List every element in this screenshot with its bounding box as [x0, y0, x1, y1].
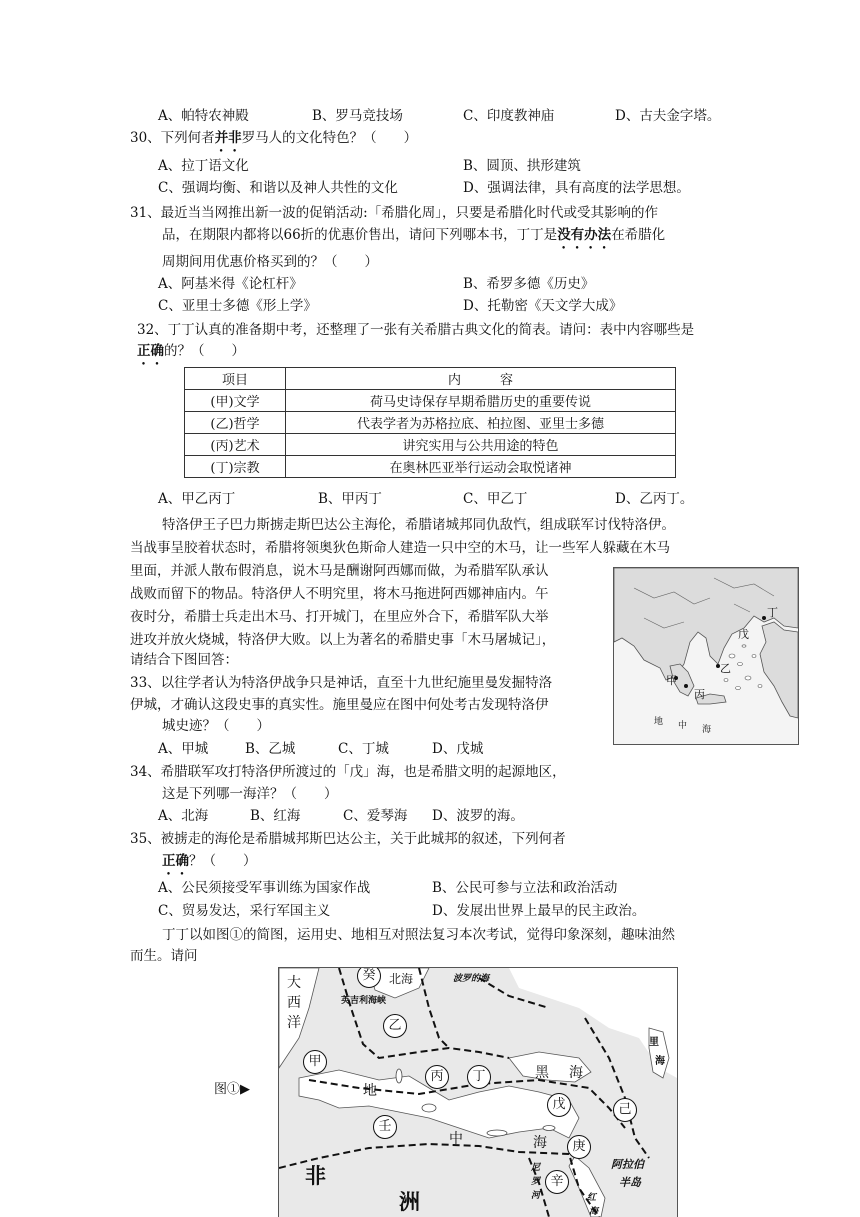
- passage-line: 进攻并放火烧城，特洛伊大败。以上为著名的希腊史事「木马屠城记」，: [130, 632, 556, 648]
- q33-option-c: C、丁城: [338, 741, 389, 757]
- map2-label-black-sea: 海: [569, 1065, 583, 1081]
- q31-option-c: C、亚里士多德《形上学》: [158, 298, 317, 314]
- table-cell: 代表学者为苏格拉底、柏拉图、亚里士多德: [286, 412, 676, 434]
- q34-option-b: B、红海: [250, 808, 301, 824]
- passage-line: 当战事呈胶着状态时，希腊将领奥狄色斯命人建造一只中空的木马，让一些军人躲藏在木马: [130, 540, 670, 556]
- passage-line: 里面，并派人散布假消息，说木马是酬谢阿西娜而做，为希腊军队承认: [130, 563, 549, 579]
- q33-option-d: D、戊城: [432, 741, 484, 757]
- table-header-cell: 项目: [185, 368, 286, 390]
- culture-table: [184, 367, 676, 478]
- map2-circle-xin: 辛: [545, 1170, 569, 1194]
- q32-option-c: C、甲乙丁: [463, 491, 528, 507]
- map2-circle-ding: 丁: [467, 1065, 491, 1089]
- figure-label: 图①▶: [214, 1082, 250, 1097]
- map2-label-nile: 河: [531, 1191, 541, 1201]
- map2-label-caspian: 海: [655, 1056, 665, 1067]
- q33-option-a: A、甲城: [158, 741, 209, 757]
- q35-option-d: D、发展出世界上最早的民主政治。: [432, 903, 646, 919]
- map2-label-med: 地: [363, 1083, 377, 1099]
- passage-line: 特洛伊王子巴力斯掳走斯巴达公主海伦，希腊诸城邦同仇敌忾，组成联军讨伐特洛伊。: [162, 517, 675, 533]
- map1-label-yi: 乙: [720, 662, 731, 675]
- map2-label-nile: 尼: [531, 1163, 541, 1173]
- table-row: [185, 434, 676, 456]
- map2-label-red-sea: 红: [587, 1193, 597, 1203]
- europe-map: [278, 967, 678, 1217]
- q32-option-d: D、乙丙丁。: [615, 491, 694, 507]
- table-row: [185, 456, 676, 478]
- q34-option-a: A、北海: [158, 808, 209, 824]
- q31-line-2: 品，在期限内都将以66折的优惠价售出，请问下列哪本书，丁丁是没有办法在希腊化: [162, 227, 666, 243]
- q29-option-a: A、帕特农神殿: [158, 108, 249, 124]
- table-cell: (丙)艺术: [185, 434, 286, 456]
- q30-question: 30、下列何者并非罗马人的文化特色？（ ）: [130, 130, 418, 146]
- map2-label-med: 海: [533, 1135, 547, 1151]
- map2-label-atlantic: 西: [287, 995, 301, 1011]
- map2-label-arabia: 半岛: [619, 1176, 641, 1189]
- q33-line-1: 33、以往学者认为特洛伊战争只是神话，直至十九世纪施里曼发掘特洛: [130, 675, 553, 691]
- q33-line-2: 伊城，才确认这段史事的真实性。施里曼应在图中何处考古发现特洛伊: [130, 697, 549, 713]
- europe-map-drawing: [279, 968, 677, 1217]
- q33-option-b: B、乙城: [245, 741, 296, 757]
- map2-circle-wu: 戊: [547, 1093, 571, 1117]
- q32-option-a: A、甲乙丙丁: [158, 491, 236, 507]
- q31-option-b: B、希罗多德《历史》: [463, 276, 595, 292]
- passage-line: 夜时分，希腊士兵走出木马、打开城门，在里应外合下，希腊军队大举: [130, 609, 549, 625]
- table-cell: (丁)宗教: [185, 456, 286, 478]
- q30-option-b: B、圆顶、拱形建筑: [463, 158, 581, 174]
- q30-option-d: D、强调法律，具有高度的法学思想。: [463, 180, 690, 196]
- q31-option-d: D、托勒密《天文学大成》: [463, 298, 623, 314]
- table-cell: 讲究实用与公共用途的特色: [286, 434, 676, 456]
- q30-option-c: C、强调均衡、和谐以及神人共性的文化: [158, 180, 398, 196]
- map2-label-channel: 英吉利海峡: [341, 996, 387, 1006]
- q30-emphasis: 并非: [214, 130, 242, 146]
- q32-line-2: 正确的？（ ）: [137, 343, 245, 359]
- greece-map: [613, 567, 799, 745]
- map2-label-nile: 罗: [531, 1177, 541, 1187]
- map2-circle-bing: 丙: [425, 1065, 449, 1089]
- map1-label-jia: 甲: [666, 674, 677, 687]
- q35-option-a: A、公民须接受军事训练为国家作战: [158, 880, 371, 896]
- map2-circle-ji: 己: [613, 1098, 637, 1122]
- table-cell: 荷马史诗保存早期希腊历史的重要传说: [286, 390, 676, 412]
- map2-circle-yi: 乙: [383, 1014, 407, 1038]
- q35-emphasis: 正确: [162, 853, 189, 869]
- table-cell: (乙)哲学: [185, 412, 286, 434]
- table-cell: 在奥林匹亚举行运动会取悦诸神: [286, 456, 676, 478]
- map2-circle-gui: 癸: [357, 967, 381, 988]
- q34-line-1: 34、希腊联军攻打特洛伊所渡过的「戊」海，也是希腊文明的起源地区，: [130, 764, 566, 780]
- map2-label-arabia: 阿拉伯: [611, 1158, 644, 1171]
- table-row: [185, 390, 676, 412]
- table-header-cell: 内 容: [286, 368, 676, 390]
- greece-map-drawing: [614, 568, 798, 744]
- map2-label-baltic: 波罗的海: [453, 974, 490, 984]
- map2-label-atlantic: 大: [287, 975, 301, 991]
- map2-label-africa: 洲: [399, 1190, 420, 1214]
- map1-sea-label: 海: [702, 725, 712, 735]
- intro-line: 丁丁以如图①的简图，运用史、地相互对照法复习本次考试，觉得印象深刻，趣味油然: [162, 927, 675, 943]
- map1-label-bing: 丙: [694, 688, 705, 701]
- map1-label-wu: 戊: [738, 628, 749, 641]
- q31-line-3: 周期间用优惠价格买到的？（ ）: [162, 254, 378, 270]
- q30-option-a: A、拉丁语文化: [158, 158, 249, 174]
- q34-option-d: D、波罗的海。: [432, 808, 524, 824]
- map2-circle-jia: 甲: [303, 1050, 327, 1074]
- table-header-row: [185, 368, 676, 390]
- map2-circle-geng: 庚: [567, 1135, 591, 1159]
- q34-line-2: 这是下列哪一海洋？（ ）: [162, 786, 338, 802]
- q29-option-b: B、罗马竞技场: [312, 108, 403, 124]
- map2-label-africa: 非: [305, 1164, 326, 1188]
- passage-line: 请结合下图回答：: [130, 652, 238, 668]
- passage-line: 战败而留下的物品。特洛伊人不明究里，将木马拖进阿西娜神庙内。午: [130, 586, 549, 602]
- table-cell: (甲)文学: [185, 390, 286, 412]
- q31-line-1: 31、最近当当网推出新一波的促销活动:「希腊化周」，只要是希腊化时代或受其影响的作: [130, 205, 658, 221]
- q35-line-1: 35、被掳走的海伦是希腊城邦斯巴达公主，关于此城邦的叙述，下列何者: [130, 831, 566, 847]
- map2-label-atlantic: 洋: [287, 1015, 301, 1031]
- map2-label-red-sea: 海: [589, 1207, 599, 1217]
- q32-emphasis: 正确: [137, 343, 164, 359]
- q35-option-b: B、公民可参与立法和政治活动: [432, 880, 618, 896]
- q29-option-d: D、古夫金字塔。: [615, 108, 721, 124]
- q32-option-b: B、甲丙丁: [318, 491, 382, 507]
- q35-line-2: 正确？（ ）: [162, 853, 257, 869]
- q35-option-c: C、贸易发达，采行军国主义: [158, 903, 331, 919]
- q29-option-c: C、印度教神庙: [463, 108, 555, 124]
- intro-line: 而生。请问: [130, 948, 198, 964]
- map2-label-north-sea: 北海: [389, 972, 414, 986]
- map2-circle-ren: 壬: [373, 1115, 397, 1139]
- map2-label-med: 中: [449, 1131, 463, 1147]
- table-row: [185, 412, 676, 434]
- q31-option-a: A、阿基米得《论杠杆》: [158, 276, 303, 292]
- map1-label-ding: 丁: [767, 606, 778, 619]
- map2-label-caspian: 里: [649, 1037, 659, 1048]
- q34-option-c: C、爱琴海: [343, 808, 408, 824]
- q31-emphasis: 没有办法: [557, 227, 612, 243]
- q32-line-1: 32、丁丁认真的准备期中考，还整理了一张有关希腊古典文化的简表。请问：表中内容哪些是: [137, 322, 695, 338]
- q33-line-3: 城史迹？（ ）: [162, 718, 270, 734]
- map2-label-black-sea: 黑: [535, 1065, 549, 1081]
- map1-sea-label: 地: [654, 717, 664, 727]
- map1-sea-label: 中: [678, 721, 688, 731]
